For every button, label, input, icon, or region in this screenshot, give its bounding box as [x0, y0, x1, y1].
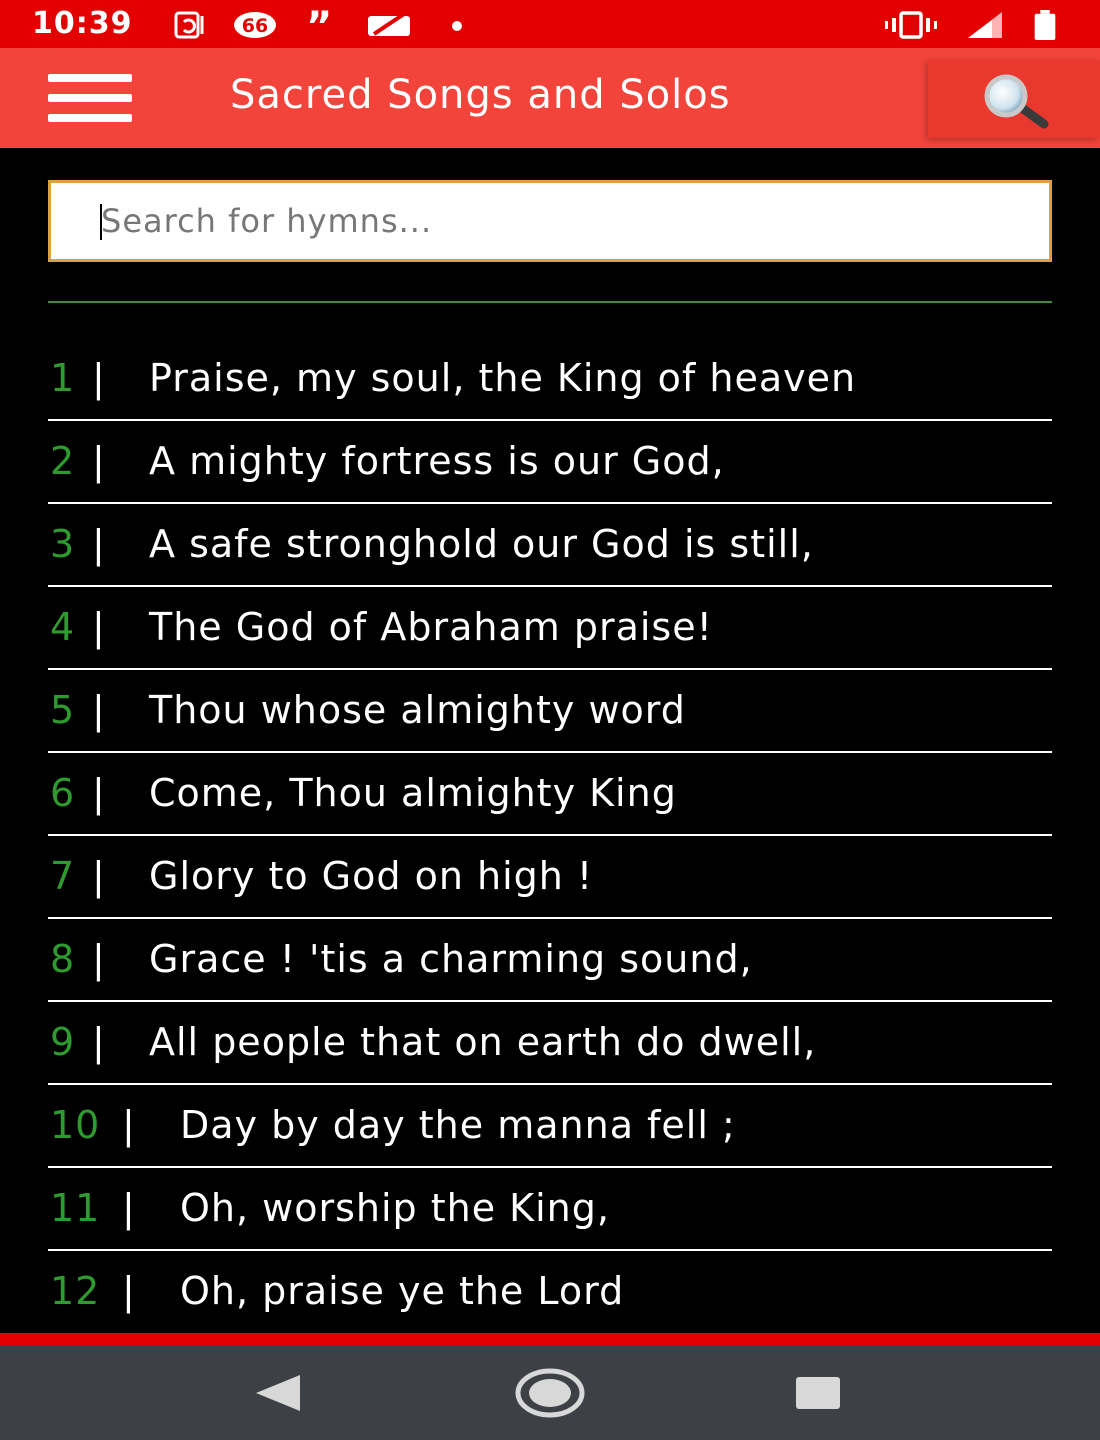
hymn-number: 3: [50, 522, 76, 566]
status-time: 10:39: [32, 6, 133, 41]
svg-text:”: ”: [306, 10, 333, 40]
hymn-list-item[interactable]: [48, 421, 1052, 504]
hymn-separator: |: [92, 439, 105, 483]
hymn-number: 8: [50, 937, 76, 981]
hymn-number: 9: [50, 1020, 76, 1064]
dot-icon: [450, 10, 464, 40]
hymn-list-item[interactable]: [48, 1002, 1052, 1085]
hymn-list-item[interactable]: [48, 338, 1052, 421]
status-bar: [0, 0, 1100, 48]
hymn-number: 1: [50, 356, 76, 400]
hymn-list-item[interactable]: [48, 1085, 1052, 1168]
home-circle-icon[interactable]: [514, 1367, 586, 1419]
cc-icon: [232, 10, 278, 40]
hymn-number: 12: [50, 1269, 101, 1313]
hymn-list-item[interactable]: [48, 587, 1052, 670]
hymn-separator: |: [92, 605, 105, 649]
hymn-separator: |: [122, 1186, 135, 1230]
hymn-number: 10: [50, 1103, 101, 1147]
hymn-number: 7: [50, 854, 76, 898]
no-sim-icon: [366, 10, 412, 40]
search-button[interactable]: [928, 60, 1100, 138]
screen-rotate-icon: [172, 10, 208, 40]
hymn-list-item[interactable]: [48, 836, 1052, 919]
hamburger-menu-icon[interactable]: [48, 70, 132, 126]
app-title: Sacred Songs and Solos: [230, 72, 731, 118]
hymn-title: The God of Abraham praise!: [149, 605, 713, 649]
recents-square-icon[interactable]: [794, 1375, 842, 1411]
hymn-list-item[interactable]: [48, 753, 1052, 836]
hymn-list: [48, 338, 1052, 1332]
hymn-separator: |: [92, 688, 105, 732]
hymn-title: Glory to God on high !: [149, 854, 594, 898]
divider: [48, 301, 1052, 303]
magnifier-icon: [978, 72, 1054, 130]
hymn-title: Thou whose almighty word: [149, 688, 686, 732]
hymn-separator: |: [122, 1103, 135, 1147]
hymn-number: 5: [50, 688, 76, 732]
hymn-title: Praise, my soul, the King of heaven: [149, 356, 857, 400]
hymn-separator: |: [92, 1020, 105, 1064]
signal-icon: [966, 10, 1006, 40]
hymn-title: A safe stronghold our God is still,: [149, 522, 814, 566]
hymn-separator: |: [122, 1269, 135, 1313]
text-caret: [100, 204, 102, 240]
hymn-title: Oh, worship the King,: [180, 1186, 610, 1230]
quote-icon: [304, 10, 340, 40]
bottom-accent-strip: [0, 1333, 1100, 1345]
hymn-list-item[interactable]: [48, 504, 1052, 587]
hymn-list-item[interactable]: [48, 1251, 1052, 1332]
hymn-title: Grace ! 'tis a charming sound,: [149, 937, 753, 981]
hymn-number: 11: [50, 1186, 101, 1230]
hymn-separator: |: [92, 522, 105, 566]
hymn-separator: |: [92, 356, 105, 400]
hymn-number: 6: [50, 771, 76, 815]
hymn-list-item[interactable]: [48, 1168, 1052, 1251]
app-bar: [0, 48, 1100, 148]
battery-icon: [1032, 10, 1058, 40]
search-input[interactable]: [48, 180, 1052, 262]
hymn-separator: |: [92, 937, 105, 981]
hymn-title: All people that on earth do dwell,: [149, 1020, 817, 1064]
svg-text:66: 66: [241, 15, 269, 37]
hymn-separator: |: [92, 771, 105, 815]
navigation-bar: [0, 1345, 1100, 1440]
hymn-title: Day by day the manna fell ;: [180, 1103, 736, 1147]
hymn-list-item[interactable]: [48, 670, 1052, 753]
back-triangle-icon[interactable]: [254, 1373, 302, 1413]
hymn-title: Oh, praise ye the Lord: [180, 1269, 625, 1313]
hymn-number: 4: [50, 605, 76, 649]
hymn-title: Come, Thou almighty King: [149, 771, 677, 815]
hymn-number: 2: [50, 439, 76, 483]
vibrate-icon: [884, 10, 938, 40]
hymn-list-item[interactable]: [48, 919, 1052, 1002]
hymn-separator: |: [92, 854, 105, 898]
hymn-title: A mighty fortress is our God,: [149, 439, 725, 483]
